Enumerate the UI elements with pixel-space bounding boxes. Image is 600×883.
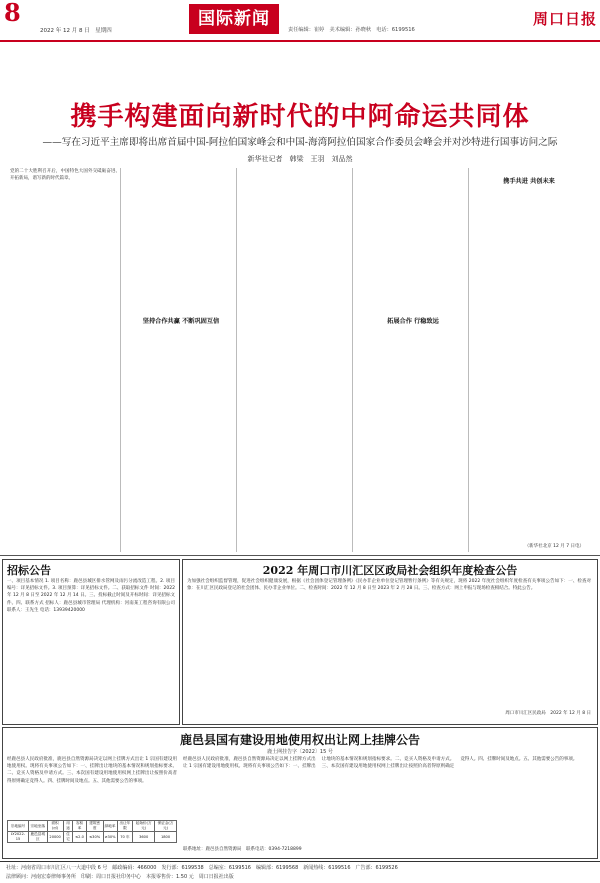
column-rule — [236, 168, 237, 552]
table-cell: LY2022-15 — [8, 832, 29, 843]
table-header-cell: 绿地率 — [103, 821, 117, 832]
table-header-cell: 容积率 — [73, 821, 86, 832]
tender-notice-title: 招标公告 — [7, 564, 51, 577]
table-cell: 70 年 — [117, 832, 133, 843]
article-subhead: 拓展合作 行稳致远 — [387, 318, 439, 325]
inspection-notice — [182, 559, 598, 725]
tender-notice-text: 一、项目基本情况 1. 项目名称：鹿邑县城区排水管网及雨污分流改造工程。2. 项目编号：详见招标文件。3. 项目预算：详见招标文件。二、获取招标文件 时间：2022 年 12 月 8 日至 2022 年 12 月 14 日。三、投标截止时间及开标时间：详见招标文件。四、联系方式 招标人：鹿邑县城市管理局 代理机构：河南某工程咨询有限公司 联系人：王先生 电话：13939420000 — [7, 579, 175, 613]
table-header-cell: 出让年限 — [117, 821, 133, 832]
article-column — [358, 168, 468, 552]
table-header-cell: 起始价(万元) — [133, 821, 155, 832]
article-subhead: 携手共进 共创未来 — [503, 178, 555, 185]
table-header-cell: 保证金(万元) — [155, 821, 177, 832]
table-header-cell: 面积(㎡) — [47, 821, 63, 832]
table-cell: ≥30% — [103, 832, 117, 843]
inspection-notice-title: 2022 年周口市川汇区区政局社会组织年度检查公告 — [262, 564, 518, 577]
article-subhead: 坚持合作共赢 不断巩固互信 — [142, 318, 220, 325]
table-cell: 鹿邑县城区 — [28, 832, 47, 843]
article-column — [474, 168, 584, 552]
byline: 新华社记者 韩梁 王羽 刘品然 — [247, 155, 353, 163]
column-rule — [352, 168, 353, 552]
column-rule — [468, 168, 469, 552]
land-notice-title: 鹿邑县国有建设用地使用权出让网上挂牌公告 — [179, 733, 420, 747]
date-line: 2022 年 12 月 8 日 星期四 — [40, 28, 112, 34]
table-body — [8, 832, 177, 843]
article-lead: 党的二十大胜利召开后，中国特色大国外交砥砺奋进、开拓新局，谱写新的时代篇章。 — [10, 169, 120, 182]
section-divider — [0, 555, 600, 556]
table-header-cell: 宗地编号 — [8, 821, 29, 832]
table-cell: 1800 — [155, 832, 177, 843]
land-parcel-table — [7, 820, 177, 843]
article-credit: （新华社北京 12 月 7 日电） — [524, 543, 584, 549]
land-notice-contact: 联系地址：鹿邑县自然资源局 联系电话：0394-7218899 — [183, 847, 302, 852]
land-auction-notice — [2, 727, 598, 859]
table-header-cell: 建筑密度 — [86, 821, 103, 832]
page-header — [0, 0, 600, 46]
article-column — [126, 168, 236, 552]
table-cell: ≤30% — [86, 832, 103, 843]
table-cell: 住宅 — [63, 832, 73, 843]
page-footer — [0, 861, 600, 883]
column-rule — [120, 168, 121, 552]
land-notice-number: 鹿土网挂告字〔2022〕15 号 — [267, 749, 333, 755]
section-title: 国际新闻 — [189, 4, 279, 34]
page-number: 8 — [4, 0, 21, 27]
main-subheadline: ——写在习近平主席即将出席首届中国-阿拉伯国家峰会和中国-海湾阿拉伯国家合作委员会峰会并对沙特进行国事访问之际 — [42, 137, 558, 148]
paper-logo: 周口日报 — [533, 10, 598, 28]
footer-line-1: 社址：河南省周口市川汇区八一大道中段 6 号 邮政编码：466000 发行部：6199538 总编室：6199516 编辑部：6199568 新闻热线：6199516 广告部：6199526 — [6, 865, 398, 871]
table-cell: 20000 — [47, 832, 63, 843]
inspection-notice-signature: 周口市川汇区民政局 2022 年 12 月 8 日 — [505, 711, 591, 716]
table-header-row — [8, 821, 177, 832]
table-cell: 3600 — [133, 832, 155, 843]
table-header-cell: 用途 — [63, 821, 73, 832]
footer-line-2: 法律顾问：河南宏泰律师事务所 印刷：周口日报社印务中心 本报零售价：1.50 元 周口日报社出版 — [6, 874, 234, 880]
table-row — [8, 832, 177, 843]
table-header-cell: 宗地坐落 — [28, 821, 47, 832]
article-column — [242, 168, 352, 552]
inspection-notice-text: 为加强社会组织监督管理，促进社会组织健康发展，根据《社会团体登记管理条例》《民办非企业单位登记管理暂行条例》等有关规定，现将 2022 年度社会组织年度检查有关事项公告如下：一、检查对象：在川汇区民政局登记的社会团体、民办非企业单位。二、检查时间：2022 年 12 月 8 日至 2023 年 2 月 28 日。三、检查方式：网上申报与现场检查相结合。特此公告。 — [187, 579, 591, 592]
tender-notice — [2, 559, 180, 725]
land-notice-text: 经鹿邑县人民政府批准，鹿邑县自然资源局决定以网上挂牌方式出让 1 宗国有建设用地使用权。现将有关事项公告如下：一、挂牌出让地块的基本情况和规划指标要求。二、竞买人资格及申请方式。三、本次国有建设用地使用权网上挂牌出让按照价高者得原则确定竞得人。四、挂牌时间及地点。五、其他需要公告的事项。 — [7, 757, 177, 784]
land-notice-body-cols: 经鹿邑县人民政府批准，鹿邑县自然资源局决定以网上挂牌方式出让 1 宗国有建设用地使用权。现将有关事项公告如下：一、挂牌出让地块的基本情况和规划指标要求。二、竞买人资格及申请方式。三、本次国有建设用地使用权网上挂牌出让按照价高者得原则确定竞得人。四、挂牌时间及地点。五、其他需要公告的事项。 — [183, 757, 578, 770]
header-rule — [0, 40, 600, 42]
main-headline: 携手构建面向新时代的中阿命运共同体 — [70, 102, 530, 132]
table-cell: ≤2.0 — [73, 832, 86, 843]
editors-line: 责任编辑：崔婷 美术编辑：孙晓秋 电话：6199516 — [288, 27, 415, 33]
article-column — [10, 168, 120, 552]
